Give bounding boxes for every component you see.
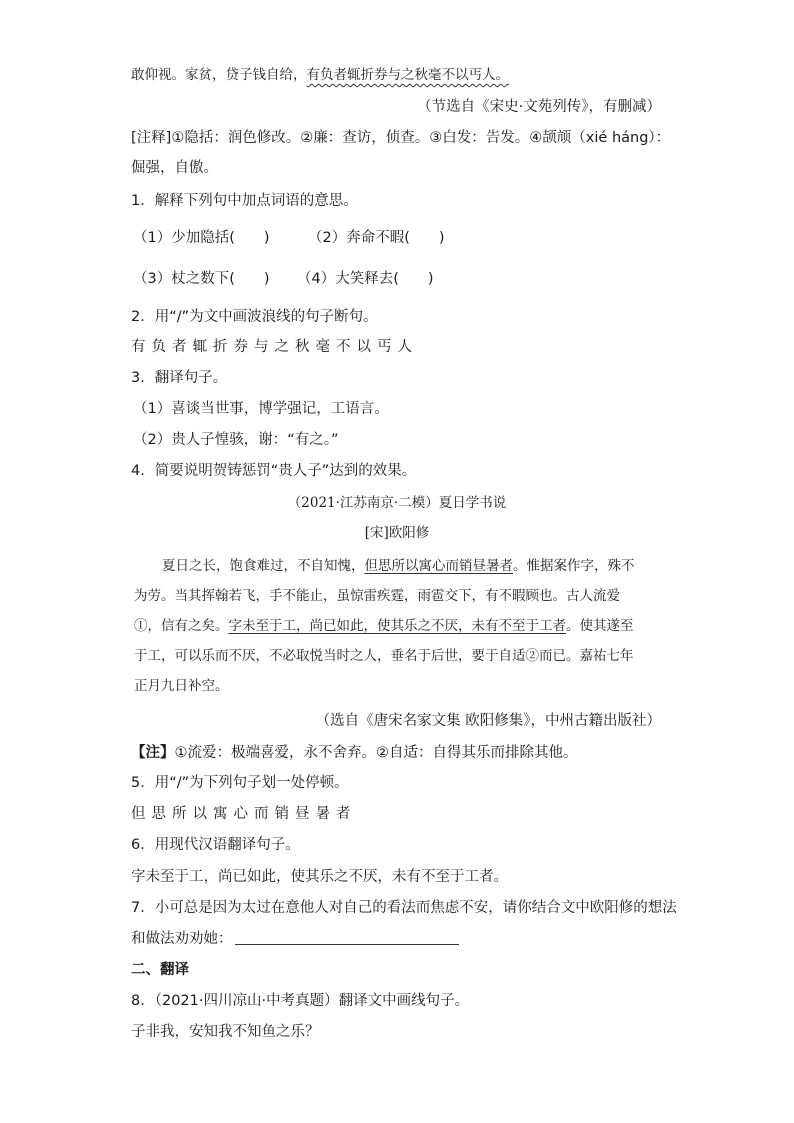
question-5-sentence: 但思所以寓心而销昼暑者 [131,806,357,822]
question-1: 1．解释下列句中加点词语的意思。 [131,193,358,209]
passage2-line5: 正月九日补空。 [134,678,229,694]
passage2-source: （选自《唐宋名家文集 欧阳修集》，中州古籍出版社） [315,713,661,729]
passage2-note [131,742,578,764]
question-4: 4．简要说明贺铸惩罚“贵人子”达到的效果。 [131,463,417,479]
passage2-underlined-1: 但思所以寓心而销昼暑者 [364,558,513,574]
passage2-author: [宋]欧阳修 [364,525,430,541]
passage1-note-line2: 倔强，自傲。 [131,160,218,176]
question-7-line2 [131,928,459,950]
question-8-sentence: 子非我，安知我不知鱼之乐？ [131,1024,320,1040]
passage2-line2: 为劳。当其挥翰若飞，手不能止，虽惊雷疾霆，雨雹交下，有不暇顾也。古人流爱 [134,588,620,604]
passage1-tail-text: 敢仰视。家贫，贷子钱自给， [131,67,307,83]
question-5: 5．用“/”为下列句子划一处停顿。 [131,775,349,791]
answer-blank[interactable] [235,930,459,945]
passage2-underlined-2: 字未至于工，尚已如此，使其乐之不厌，未有不至于工者 [228,618,566,634]
passage2-line3 [134,615,634,637]
passage1-source: （节选自《宋史·文苑列传》，有删减） [417,99,661,115]
passage2-line3-b: 。使其遂至 [566,618,634,634]
passage2-line4: 于工，可以乐而不厌，不必取悦当时之人，垂名于后世，要于自适②而已。嘉祐七年 [134,648,634,664]
question-3-item-2: （2）贵人子惶骇，谢：“有之。” [133,432,339,448]
question-2-sentence: 有负者辄折券与之秋毫不以丐人 [131,339,418,355]
passage2-note-label: 【注】 [131,745,175,761]
section-heading-translation: 二、翻译 [131,962,189,978]
question-1-item-2: （2）奔命不暇( ) [308,230,445,246]
question-6-sentence: 字未至于工，尚已如此，使其乐之不厌，未有不至于工者。 [131,869,508,885]
passage2-line1-b: 。惟据案作字，殊不 [513,558,635,574]
question-7-line2-text: 和做法劝劝她： [131,931,233,947]
question-2: 2．用“/”为文中画波浪线的句子断句。 [131,309,378,325]
question-6: 6．用现代汉语翻译句子。 [131,837,300,853]
question-1-item-4: （4）大笑释去( ) [297,271,434,287]
question-1-item-1: （1）少加隐括( ) [133,230,270,246]
passage1-tail [131,64,509,86]
passage2-note-text: ①流爱：极端喜爱，永不舍弃。②自适：自得其乐而排除其他。 [174,745,578,761]
passage2-line3-a: ①，信有之矣。 [134,618,229,634]
question-7-line1: 7．小可总是因为太过在意他人对自己的看法而焦虑不安，请你结合文中欧阳修的想法 [131,900,677,916]
passage2-line1-a: 夏日之长，饱食难过，不自知愧， [162,558,365,574]
question-8: 8．（2021·四川凉山·中考真题）翻译文中画线句子。 [131,993,470,1009]
passage2-line1 [134,555,635,577]
question-3-item-1: （1）喜谈当世事，博学强记，工语言。 [133,401,389,417]
passage1-note-line1: [注释]①隐括：润色修改。②廉：查访，侦查。③白发：告发。④颉颃（xié háng）： [131,130,671,146]
passage1-wavy-sentence: 有负者辄折券与之秋毫不以丐人。 [306,67,509,83]
question-1-item-3: （3）杖之数下( ) [133,271,270,287]
passage2-title: （2021·江苏南京·二模）夏日学书说 [287,495,507,511]
question-3: 3．翻译句子。 [131,370,228,386]
